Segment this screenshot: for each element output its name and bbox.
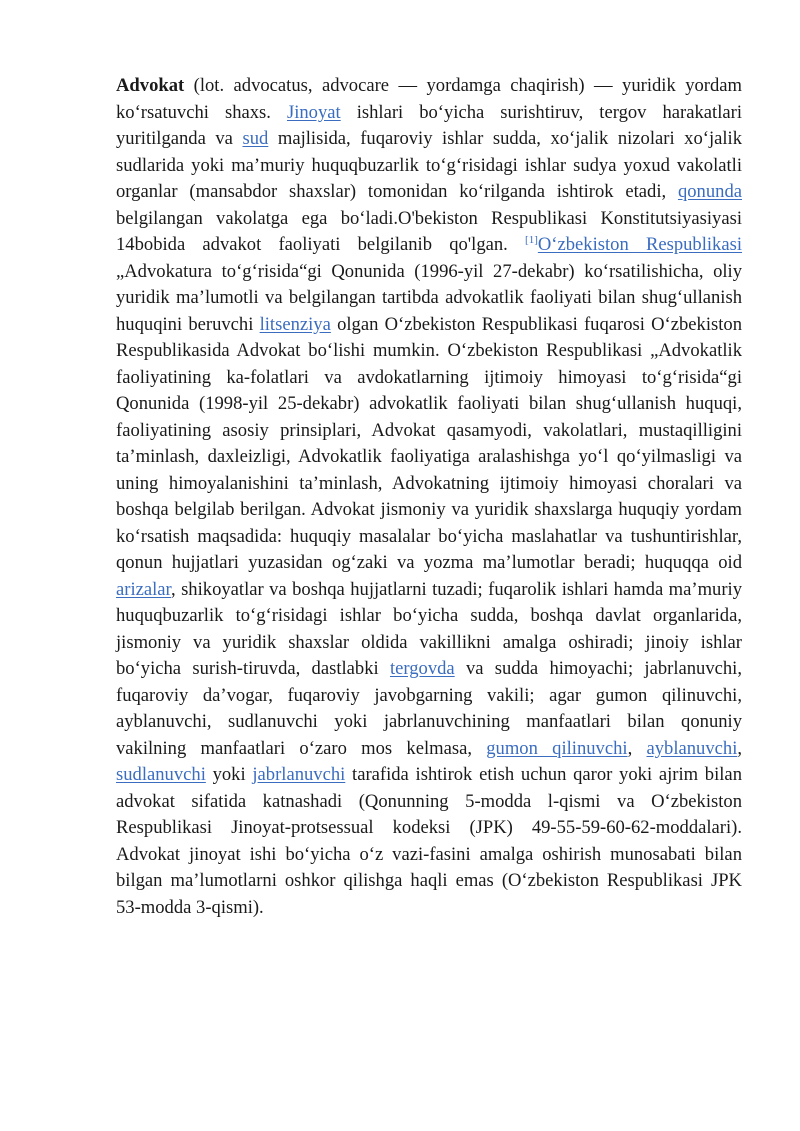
text-segment: olgan Oʻzbekiston Respublikasi fuqarosi Oʻzbekiston Respublikasida Advokat boʻlishi mumkin. Oʻzbekiston Respublikasi „Advokatlik faoliyatining ka-folatlari va avdokatlarning ijtimoiy himoyasi toʻgʻrisida“gi Qonunida (1998-yil 25-dekabr) advokatlik faoliyati bilan shugʻullanish huquqi, faoliyatining asosiy prinsiplari, Advokat qasamyodi, vakolatlari, mustaqilligini taʼminlash, daxleizligi, Advokatlik faoliyatiga aralashishga yoʻl qoʻyilmasligi va uning himoyalanishini taʼminlash, Advokatning ijtimoiy himoyasi choralari va boshqa belgilab berilgan. Advokat jismoniy va yuridik shaxslarga huquqiy yordam koʻrsatish maqsadida: huquqiy masalalar boʻyicha maslahatlar va tushuntirishlar, qonun hujjatlari yuzasidan ogʻzaki va yozma maʼlumotlar beradi; huquqqa oid [116,313,742,573]
link-arizalar[interactable]: arizalar [116,578,171,600]
link-ayblanuvchi[interactable]: ayblanuvchi [646,737,738,759]
link-qonunda[interactable]: qonunda [677,181,742,202]
link-gumon-qilinuvchi[interactable]: gumon qilinuvchi [486,737,628,759]
text-segment: va sudda himoyachi; jabrlanuvchi, fuqaroviy daʼvogar, fuqaroviy javobgarning vakili; agar gumon qilinuvchi, ayblanuvchi, sudlanuvchi yoki jabrlanuvchining manfaatlari bilan qonuniy vakilning manfaatlari oʻzaro mos kelmasa, [116,658,742,759]
link-tergovda[interactable]: tergovda [389,658,455,679]
footnote-ref-1[interactable]: [1] [525,233,538,246]
article-body [116,75,742,918]
text-segment: , [737,737,743,759]
link-jabrlanuvchi[interactable]: jabrlanuvchi [252,764,346,785]
link-ozbekiston-respublikasi[interactable]: Oʻzbekiston Respublikasi [537,234,743,255]
text-segment: (lot. advocatus, advocare — yordamga chaqirish) — yuridik yordam koʻrsatuvchi shaxs. [116,75,742,123]
text-segment: „Advokatura toʻgʻrisida“gi Qonunida (1996-yil 27-dekabr) koʻrsatilishicha, oliy yuridik maʼlumotli va belgilangan tartibda advokatlik faoliyati bilan shugʻullanish huquqini beruvchi [116,260,742,335]
link-sud[interactable]: sud [242,128,269,149]
link-litsenziya[interactable]: litsenziya [259,313,331,335]
text-segment: yoki [205,764,253,785]
link-jinoyat[interactable]: Jinoyat [286,101,341,123]
text-segment: , [627,737,647,759]
text-segment: belgilangan vakolatga ega boʻladi.O'bekiston Respublikasi Konstitutsiyasiyasi 14bobida advakot faoliyati belgilanib qo'lgan. [116,207,742,255]
text-segment: ishlari boʻyicha surishtiruv, tergov harakatlari yuritilganda va [116,101,742,149]
article-paragraph [116,73,742,921]
text-segment: , shikoyatlar va boshqa hujjatlarni tuzadi; fuqarolik ishlari hamda maʼmuriy huquqbuzarlik toʻgʻrisidagi ishlar boʻyicha sudda, boshqa davlat organlarida, jismoniy va yuridik shaxslar oldida vakillikni amalga oshiradi; jinoiy ishlar boʻyicha surish-tiruvda, dastlabki [116,578,742,679]
link-sudlanuvchi[interactable]: sudlanuvchi [116,764,206,785]
document-page [116,73,742,921]
text-segment: tarafida ishtirok etish uchun qaror yoki ajrim bilan advokat sifatida katnashadi (Qonunning 5-modda l-qismi va Oʻzbekiston Respublikasi Jinoyat-protsessual kodeksi (JPK) 49-55-59-60-62-moddalari). Advokat jinoyat ishi boʻyicha oʻz vazi-fasini amalga oshirish munosabati bilan bilgan maʼlumotlarni oshkor qilishga haqli emas (Oʻzbekiston Respublikasi JPK 53-modda 3-qismi). [116,764,742,918]
article-term: Advokat [116,75,185,96]
text-segment: majlisida, fuqaroviy ishlar sudda, xoʻjalik nizolari xoʻjalik sudlarida yoki maʼmuriy huquqbuzarlik toʻgʻrisidagi ishlar sudya yoxud vakolatli organlar (mansabdor shaxslar) tomonidan koʻrilganda ishtirok etadi, [116,128,742,202]
